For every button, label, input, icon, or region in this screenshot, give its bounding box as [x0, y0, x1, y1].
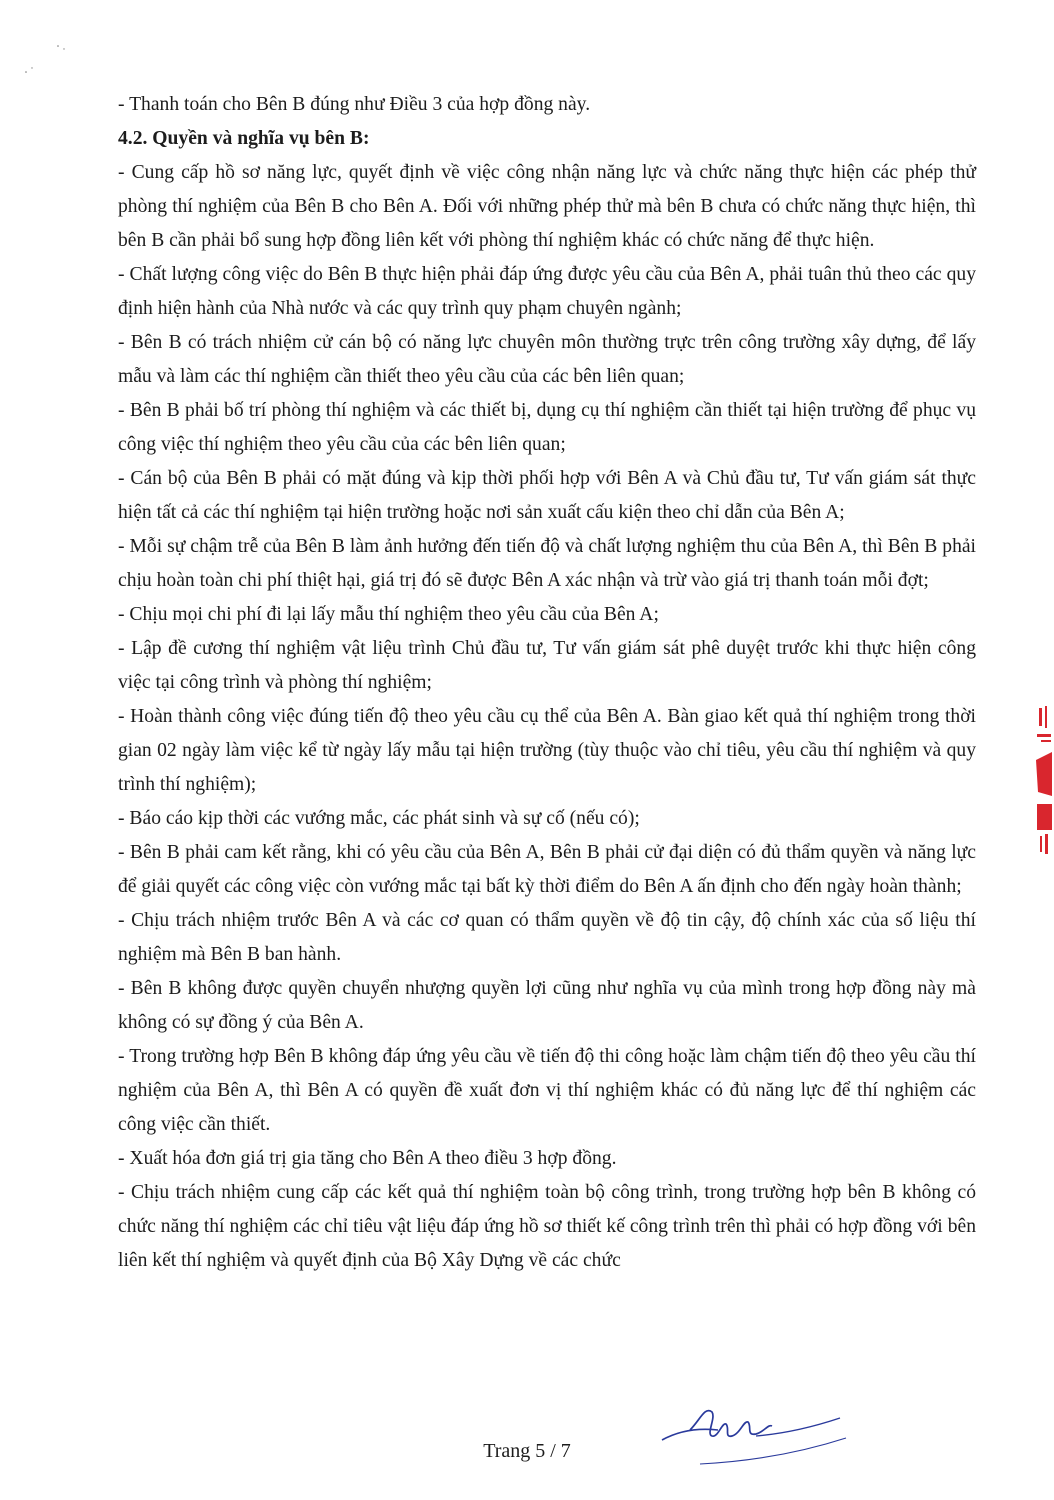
paragraph-coordination: - Cán bộ của Bên B phải có mặt đúng và kịp thời phối hợp với Bên A và Chủ đầu tư, Tư vấn giám sát thực hiện tất cả các thí nghiệm tại hiện trường hoặc nơi sản xuất cấu kiện theo chỉ dẫn của Bên A;: [118, 468, 976, 523]
paragraph-test-outline: - Lập đề cương thí nghiệm vật liệu trình Chủ đầu tư, Tư vấn giám sát phê duyệt trước khi thực hiện công việc tại công trình và phòng thí nghiệm;: [118, 638, 976, 693]
paragraph-site-staff: - Bên B có trách nhiệm cử cán bộ có năng lực chuyên môn thường trực trên công trường xây dựng, để lấy mẫu và làm các thí nghiệm cần thiết theo yêu cầu của các bên liên quan;: [118, 332, 976, 387]
paragraph-travel-costs: - Chịu mọi chi phí đi lại lấy mẫu thí nghiệm theo yêu cầu của Bên A;: [118, 604, 659, 625]
paragraph-representative: - Bên B phải cam kết rằng, khi có yêu cầu của Bên A, Bên B phải cử đại diện có đủ thẩm quyền và năng lực để giải quyết các công việc còn vướng mắc tại bất kỳ thời điểm do Bên A ấn định cho đến ngày hoàn thành;: [118, 842, 976, 897]
page-number: Trang 5 / 7: [483, 1440, 571, 1462]
document-body: [118, 88, 976, 1278]
scan-artifact: [18, 40, 68, 80]
paragraph-results-responsibility: - Chịu trách nhiệm cung cấp các kết quả thí nghiệm toàn bộ công trình, trong trường hợp bên B không có chức năng thí nghiệm các chỉ tiêu vật liệu đáp ứng hồ sơ thiết kế công trình trên thì phải có hợp đồng với bên liên kết thí nghiệm và quyết định của Bộ Xây Dựng về các chức: [118, 1182, 976, 1271]
paragraph-invoice: - Xuất hóa đơn giá trị gia tăng cho Bên A theo điều 3 hợp đồng.: [118, 1148, 617, 1169]
paragraph-capability-docs: - Cung cấp hồ sơ năng lực, quyết định về việc công nhận năng lực và chức năng thực hiện các phép thử phòng thí nghiệm của Bên B cho Bên A. Đối với những phép thử mà bên B chưa có chức năng thực hiện, thì bên B cần phải bổ sung hợp đồng liên kết với phòng thí nghiệm khác có chức năng để thực hiện.: [118, 162, 976, 251]
paragraph-schedule: - Hoàn thành công việc đúng tiến độ theo yêu cầu cụ thể của Bên A. Bàn giao kết quả thí nghiệm trong thời gian 02 ngày làm việc kể từ ngày lấy mẫu tại hiện trường (tùy thuộc vào chỉ tiêu, yêu cầu thí nghiệm và quy trình thí nghiệm);: [118, 706, 976, 795]
paragraph-data-reliability: - Chịu trách nhiệm trước Bên A và các cơ quan có thẩm quyền về độ tin cậy, độ chính xác của số liệu thí nghiệm mà Bên B ban hành.: [118, 910, 976, 965]
paragraph-reporting: - Báo cáo kịp thời các vướng mắc, các phát sinh và sự cố (nếu có);: [118, 808, 640, 829]
paragraph-no-transfer: - Bên B không được quyền chuyển nhượng quyền lợi cũng như nghĩa vụ của mình trong hợp đồng này mà không có sự đồng ý của Bên A.: [118, 978, 976, 1033]
paragraph-replacement: - Trong trường hợp Bên B không đáp ứng yêu cầu về tiến độ thi công hoặc làm chậm tiến độ theo yêu cầu thí nghiệm của Bên A, thì Bên A có quyền đề xuất đơn vị thí nghiệm khác có đủ năng lực để thí nghiệm các công việc cần thiết.: [118, 1046, 976, 1135]
paragraph-payment: - Thanh toán cho Bên B đúng như Điều 3 của hợp đồng này.: [118, 94, 591, 115]
paragraph-site-lab: - Bên B phải bố trí phòng thí nghiệm và các thiết bị, dụng cụ thí nghiệm cần thiết tại hiện trường để phục vụ công việc thí nghiệm theo yêu cầu của các bên liên quan;: [118, 400, 976, 455]
red-stamp-fragment: [1033, 700, 1054, 860]
paragraph-work-quality: - Chất lượng công việc do Bên B thực hiện phải đáp ứng được yêu cầu của Bên A, phải tuân thủ theo các quy định hiện hành của Nhà nước và các quy trình quy phạm chuyên ngành;: [118, 264, 976, 319]
paragraph-delay-penalty: - Mỗi sự chậm trễ của Bên B làm ảnh hưởng đến tiến độ và chất lượng nghiệm thu của Bên A, thì Bên B phải chịu hoàn toàn chi phí thiệt hại, giá trị đó sẽ được Bên A xác nhận và trừ vào giá trị thanh toán mỗi đợt;: [118, 536, 976, 591]
section-heading-4-2: 4.2. Quyền và nghĩa vụ bên B:: [118, 128, 370, 149]
